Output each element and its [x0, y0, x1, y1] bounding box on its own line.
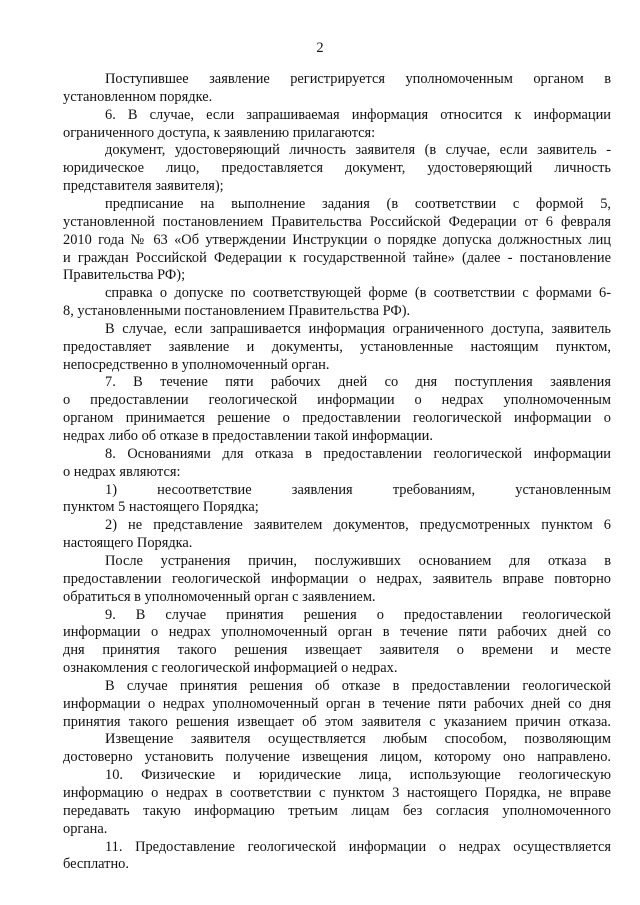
text-line: информации о недрах уполномоченный орган в течение пяти рабочих дней со: [63, 624, 611, 641]
text-line: дня принятия такого решения извещает заявителя о времени и месте: [63, 642, 611, 659]
text-line: пунктом 5 настоящего Порядка;: [63, 499, 259, 516]
text-line: 2) не представление заявителем документов, предусмотренных пунктом 6: [105, 517, 611, 534]
text-line: Поступившее заявление регистрируется уполномоченным органом в: [105, 71, 611, 87]
text-line: 2010 года № 63 «Об утверждении Инструкции о порядке допуска должностных лиц: [63, 231, 611, 248]
text-line: передавать такую информацию третьим лицам без согласия уполномоченного: [63, 802, 611, 819]
text-line: ограниченного доступа, к заявлению прилагаются:: [63, 124, 376, 141]
text-line: Извещение заявителя осуществляется любым способом, позволяющим: [105, 731, 611, 748]
text-line: настоящего Порядка.: [63, 535, 193, 552]
text-line: 8, установленными постановлением Правительства РФ).: [63, 303, 411, 320]
text-line: справка о допуске по соответствующей форме (в соответствии с формами 6-: [105, 285, 611, 302]
text-line: и граждан Российской Федерации к государственной тайне» (далее - постановление: [63, 249, 611, 266]
text-line: органа.: [63, 820, 108, 837]
text-line: непосредственно в уполномоченный орган.: [63, 356, 330, 373]
page-number: 2: [316, 40, 324, 56]
text-line: 1) несоответствие заявления требованиям, установленным: [105, 481, 611, 498]
text-line: установленной постановлением Правительства Российской Федерации от 6 февраля: [63, 213, 611, 230]
text-line: 8. Основаниями для отказа в предоставлении геологической информации: [105, 445, 611, 462]
text-line: обратиться в уполномоченный орган с заявлением.: [63, 588, 376, 605]
text-line: органом принимается решение о предоставлении геологической информации о: [63, 410, 611, 427]
text-line: недрах либо об отказе в предоставлении такой информации.: [63, 428, 433, 444]
text-line: достоверно установить получение извещения лицом, которому оно направлено.: [63, 749, 611, 766]
text-line: принятия такого решения извещает об этом заявителя с указанием причин отказа.: [63, 713, 611, 730]
text-line: Правительства РФ);: [63, 267, 186, 284]
text-line: информации о недрах уполномоченный орган в течение пяти рабочих дней со дня: [63, 695, 611, 712]
text-line: 7. В течение пяти рабочих дней со дня поступления заявления: [105, 374, 611, 391]
text-line: предоставляет заявление и документы, установленные настоящим пунктом,: [63, 338, 611, 355]
text-line: 6. В случае, если запрашиваемая информация относится к информации: [105, 106, 611, 123]
text-line: 9. В случае принятия решения о предоставлении геологической: [105, 606, 611, 623]
text-line: бесплатно.: [63, 856, 129, 873]
text-line: предписание на выполнение задания (в соответствии с формой 5,: [105, 195, 611, 212]
text-line: предоставлении геологической информации о недрах, заявитель вправе повторно: [63, 570, 611, 587]
text-line: 10. Физические и юридические лица, использующие геологическую: [105, 767, 611, 784]
text-line: В случае принятия решения об отказе в предоставлении геологической: [105, 677, 611, 694]
text-line: о предоставлении геологической информации о недрах уполномоченным: [63, 392, 611, 409]
text-line: 11. Предоставление геологической информации о недрах осуществляется: [105, 838, 611, 855]
text-line: представителя заявителя);: [63, 178, 224, 195]
text-line: юридическое лицо, предоставляется документ, удостоверяющий личность: [63, 160, 611, 177]
text-line: установленном порядке.: [63, 88, 213, 105]
text-line: информацию о недрах в соответствии с пунктом 3 настоящего Порядка, не вправе: [63, 785, 611, 801]
text-line: о недрах являются:: [63, 463, 181, 480]
text-line: документ, удостоверяющий личность заявителя (в случае, если заявитель -: [105, 142, 611, 159]
text-line: ознакомления с геологической информацией о недрах.: [63, 660, 398, 677]
text-line: В случае, если запрашивается информация ограниченного доступа, заявитель: [105, 320, 611, 337]
text-line: После устранения причин, послуживших основанием для отказа в: [105, 552, 611, 569]
